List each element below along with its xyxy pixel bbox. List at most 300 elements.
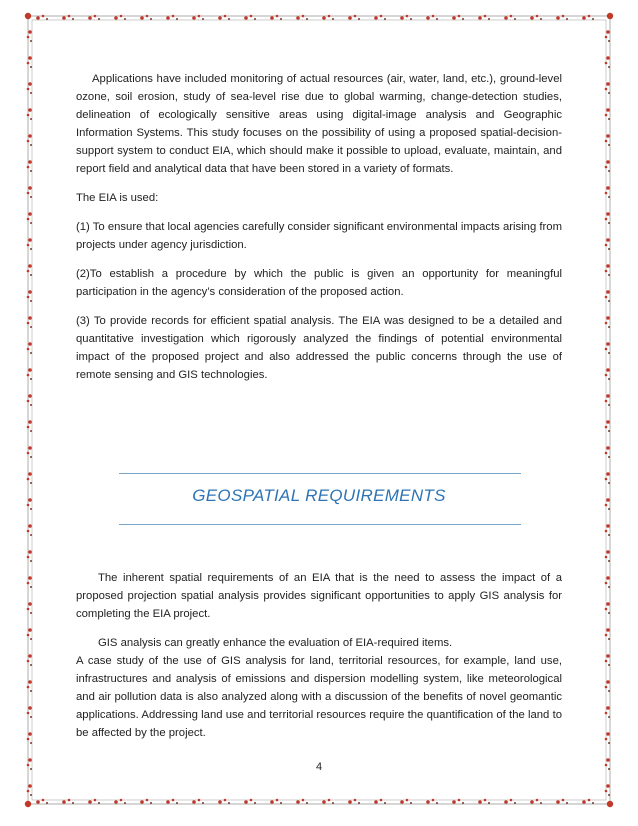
border-ornament-dot [354,799,357,802]
border-ornament-dot [218,16,222,20]
border-ornament-dot [606,706,610,710]
border-ornament-dot [606,264,610,268]
border-ornament-dot [28,134,32,138]
border-corner-ornament [607,801,613,807]
border-ornament-dot [27,140,30,143]
border-ornament-dot [306,802,308,804]
border-ornament-dot [328,15,331,18]
point-1: (1) To ensure that local agencies carefully consider significant environmental impacts arising from projects under agency jurisdiction. [76,221,562,251]
border-ornament-dot [606,108,610,112]
border-ornament-dot [608,482,610,484]
gis-line: GIS analysis can greatly enhance the evaluation of EIA-required items. [98,637,453,649]
border-ornament-dot [250,799,253,802]
border-ornament-dot [30,612,32,614]
border-ornament-dot [30,794,32,796]
border-ornament-dot [27,790,30,793]
border-ornament-dot [608,534,610,536]
border-ornament-dot [27,36,30,39]
border-corner-ornament [607,13,613,19]
border-ornament-dot [608,508,610,510]
border-ornament-dot [198,799,201,802]
heading-rule-top [119,473,521,474]
border-ornament-dot [120,15,123,18]
border-ornament-dot [28,342,32,346]
border-ornament-dot [28,394,32,398]
border-ornament-dot [27,608,30,611]
border-ornament-dot [30,66,32,68]
border-ornament-dot [224,799,227,802]
border-ornament-dot [30,326,32,328]
border-ornament-dot [30,508,32,510]
border-ornament-dot [514,802,516,804]
border-ornament-dot [608,118,610,120]
border-ornament-dot [504,800,508,804]
border-ornament-dot [608,664,610,666]
border-ornament-dot [605,296,608,299]
border-ornament-dot [332,802,334,804]
page-number: 4 [315,761,323,773]
border-ornament-dot [452,800,456,804]
border-ornament-dot [608,352,610,354]
border-ornament-dot [605,400,608,403]
border-ornament-dot [608,326,610,328]
border-ornament-dot [608,638,610,640]
border-ornament-dot [270,16,274,20]
border-ornament-dot [30,274,32,276]
border-ornament-dot [27,452,30,455]
border-ornament-dot [606,56,610,60]
border-ornament-dot [608,196,610,198]
border-ornament-dot [322,16,326,20]
border-ornament-dot [484,799,487,802]
border-ornament-dot [68,799,71,802]
border-ornament-dot [30,560,32,562]
border-ornament-dot [30,248,32,250]
border-ornament-dot [380,799,383,802]
border-ornament-dot [30,222,32,224]
border-ornament-dot [88,800,92,804]
border-ornament-dot [462,802,464,804]
border-ornament-dot [280,18,282,20]
border-ornament-dot [322,800,326,804]
border-ornament-dot [608,716,610,718]
border-ornament-dot [608,300,610,302]
border-ornament-dot [374,800,378,804]
border-ornament-dot [348,16,352,20]
border-ornament-dot [606,186,610,190]
border-ornament-dot [510,15,513,18]
border-ornament-dot [30,300,32,302]
border-ornament-dot [540,18,542,20]
border-ornament-dot [27,62,30,65]
border-ornament-dot [27,712,30,715]
border-ornament-dot [140,16,144,20]
border-ornament-dot [30,456,32,458]
body-text-top [76,70,562,384]
border-ornament-dot [605,582,608,585]
border-ornament-dot [608,144,610,146]
border-ornament-dot [27,322,30,325]
border-ornament-dot [566,18,568,20]
border-ornament-dot [46,802,48,804]
border-ornament-dot [606,368,610,372]
border-ornament-dot [98,18,100,20]
border-ornament-dot [27,738,30,741]
border-ornament-dot [28,368,32,372]
border-ornament-dot [30,92,32,94]
border-ornament-dot [28,186,32,190]
border-ornament-dot [27,192,30,195]
border-ornament-dot [30,586,32,588]
border-ornament-dot [28,706,32,710]
border-ornament-dot [28,576,32,580]
border-ornament-dot [605,166,608,169]
border-ornament-dot [606,602,610,606]
border-ornament-dot [588,799,591,802]
border-ornament-dot [608,378,610,380]
border-ornament-dot [27,530,30,533]
point-3: (3) To provide records for efficient spatial analysis. The EIA was designed to be a detailed and quantitative investigation which rigorously analyzed the findings of potential environmental impact of the proposed project and also addressed the public concerns through the use of remote sensing and GIS technologies. [76,315,562,381]
border-ornament-dot [608,92,610,94]
border-ornament-dot [28,472,32,476]
border-ornament-dot [605,504,608,507]
border-ornament-dot [556,800,560,804]
border-ornament-dot [28,212,32,216]
border-ornament-dot [176,18,178,20]
border-ornament-dot [606,160,610,164]
border-ornament-dot [94,799,97,802]
border-ornament-dot [605,322,608,325]
border-ornament-dot [280,802,282,804]
border-ornament-dot [608,274,610,276]
border-corner-ornament [25,13,31,19]
border-ornament-dot [400,800,404,804]
border-ornament-dot [30,430,32,432]
border-ornament-dot [504,16,508,20]
border-ornament-dot [27,504,30,507]
border-ornament-dot [28,602,32,606]
border-ornament-dot [410,802,412,804]
border-ornament-dot [224,15,227,18]
border-ornament-dot [36,16,40,20]
border-ornament-dot [30,664,32,666]
border-ornament-dot [30,534,32,536]
border-ornament-dot [88,16,92,20]
border-ornament-dot [250,15,253,18]
border-ornament-dot [592,802,594,804]
border-ornament-dot [218,800,222,804]
border-ornament-dot [606,524,610,528]
border-ornament-dot [400,16,404,20]
border-ornament-dot [605,452,608,455]
border-ornament-dot [605,686,608,689]
border-ornament-dot [605,660,608,663]
border-ornament-dot [605,36,608,39]
border-ornament-dot [478,800,482,804]
border-ornament-dot [166,800,170,804]
border-ornament-dot [606,316,610,320]
border-ornament-dot [478,16,482,20]
border-ornament-dot [30,690,32,692]
border-ornament-dot [605,218,608,221]
border-ornament-dot [28,446,32,450]
border-ornament-dot [28,30,32,34]
border-ornament-dot [606,628,610,632]
border-ornament-dot [28,290,32,294]
border-ornament-dot [192,800,196,804]
border-ornament-dot [124,802,126,804]
border-ornament-dot [566,802,568,804]
border-ornament-dot [606,446,610,450]
heading-rule-bottom [119,524,521,525]
border-ornament-dot [46,18,48,20]
border-ornament-dot [358,18,360,20]
border-ornament-dot [432,15,435,18]
border-ornament-dot [30,144,32,146]
border-ornament-dot [605,478,608,481]
border-ornament-dot [28,420,32,424]
border-ornament-dot [27,400,30,403]
border-ornament-dot [27,426,30,429]
border-ornament-dot [302,799,305,802]
case-study-paragraph: A case study of the use of GIS analysis for land, territorial resources, for example, land use, infrastructures and analysis of emissions and dispersion modelling system, like meteorological and air pollution data is also analyzed along with a discussion of the benefits of novel geomantic applications. Addressing land use and territorial resources require the quantification of the land to be affected by the project. [76,655,562,739]
border-ornament-dot [608,612,610,614]
border-ornament-dot [36,800,40,804]
border-ornament-dot [28,732,32,736]
border-ornament-dot [608,586,610,588]
border-ornament-dot [458,15,461,18]
border-ornament-dot [592,18,594,20]
border-ornament-dot [536,15,539,18]
border-ornament-dot [452,16,456,20]
border-ornament-dot [27,244,30,247]
border-ornament-dot [605,140,608,143]
border-ornament-dot [28,160,32,164]
border-ornament-dot [30,40,32,42]
border-ornament-dot [30,404,32,406]
border-ornament-dot [436,802,438,804]
border-ornament-dot [27,218,30,221]
border-ornament-dot [605,556,608,559]
border-ornament-dot [172,799,175,802]
border-ornament-dot [608,404,610,406]
border-ornament-dot [27,166,30,169]
border-ornament-dot [374,16,378,20]
border-ornament-dot [562,799,565,802]
border-ornament-dot [140,800,144,804]
border-ornament-dot [28,628,32,632]
border-ornament-dot [254,802,256,804]
border-ornament-dot [606,134,610,138]
border-ornament-dot [28,56,32,60]
border-ornament-dot [606,550,610,554]
border-ornament-dot [30,482,32,484]
border-ornament-dot [588,15,591,18]
border-ornament-dot [302,15,305,18]
border-ornament-dot [608,170,610,172]
border-ornament-dot [120,799,123,802]
border-ornament-dot [514,18,516,20]
border-ornament-dot [228,802,230,804]
border-ornament-dot [68,15,71,18]
border-ornament-dot [30,196,32,198]
border-ornament-dot [605,244,608,247]
border-ornament-dot [606,82,610,86]
border-ornament-dot [276,799,279,802]
border-ornament-dot [530,16,534,20]
border-ornament-dot [28,238,32,242]
border-ornament-dot [244,800,248,804]
border-ornament-dot [562,15,565,18]
border-ornament-dot [608,456,610,458]
border-ornament-dot [192,16,196,20]
border-ornament-dot [124,18,126,20]
border-ornament-dot [166,16,170,20]
border-ornament-dot [605,426,608,429]
border-ornament-dot [172,15,175,18]
border-ornament-dot [150,18,152,20]
border-ornament-dot [30,716,32,718]
border-ornament-dot [42,799,45,802]
border-ornament-dot [27,634,30,637]
border-ornament-dot [582,800,586,804]
intro-paragraph: Applications have included monitoring of actual resources (air, water, land, etc.), ground-level ozone, soil erosion, study of sea-level rise due to global warming, change-detection studies, delineation of ecologically sensitive areas using digital-image analysis and Geographic Information Systems. This study focuses on the possibility of using a proposed spatial-decision-support system to conduct EIA, which should make it possible to upload, evaluate, maintain, and report field and analytical data that have been stored in a variety of formats. [76,73,562,175]
body-text-bottom [76,569,562,742]
border-ornament-dot [27,114,30,117]
border-ornament-dot [458,799,461,802]
border-ornament-dot [606,472,610,476]
border-ornament-dot [28,784,32,788]
border-ornament-dot [484,15,487,18]
border-ornament-dot [98,802,100,804]
border-ornament-dot [410,18,412,20]
border-ornament-dot [202,802,204,804]
border-ornament-dot [198,15,201,18]
border-ornament-dot [114,800,118,804]
border-ornament-dot [606,30,610,34]
border-ornament-dot [354,15,357,18]
border-ornament-dot [42,15,45,18]
border-ornament-dot [530,800,534,804]
border-ornament-dot [72,18,74,20]
border-ornament-dot [606,732,610,736]
border-ornament-dot [606,498,610,502]
border-ornament-dot [605,530,608,533]
border-ornament-dot [27,296,30,299]
requirements-paragraph: The inherent spatial requirements of an EIA that is the need to assess the impact of a proposed projection spatial analysis provides significant opportunities to apply GIS analysis for completing the EIA project. [76,572,562,620]
border-ornament-dot [606,784,610,788]
border-ornament-dot [328,799,331,802]
border-ornament-dot [605,738,608,741]
border-ornament-dot [605,790,608,793]
border-ornament-dot [488,802,490,804]
border-ornament-dot [488,18,490,20]
border-ornament-dot [426,16,430,20]
border-ornament-dot [432,799,435,802]
border-ornament-dot [426,800,430,804]
border-ornament-dot [605,270,608,273]
border-ornament-dot [582,16,586,20]
border-ornament-dot [30,170,32,172]
border-ornament-dot [27,88,30,91]
border-ornament-dot [202,18,204,20]
border-ornament-dot [27,556,30,559]
border-ornament-dot [606,654,610,658]
border-ornament-dot [27,374,30,377]
border-ornament-dot [27,582,30,585]
border-ornament-dot [72,802,74,804]
border-ornament-dot [332,18,334,20]
border-ornament-dot [384,802,386,804]
point-2: (2)To establish a procedure by which the public is given an opportunity for meaningful participation in the agency’s consideration of the proposed action. [76,268,562,298]
border-ornament-dot [30,742,32,744]
border-ornament-dot [536,799,539,802]
border-ornament-dot [27,660,30,663]
border-ornament-dot [556,16,560,20]
border-ornament-dot [608,690,610,692]
border-ornament-dot [606,212,610,216]
border-ornament-dot [605,348,608,351]
border-ornament-dot [62,800,66,804]
border-ornament-dot [608,222,610,224]
border-ornament-dot [27,348,30,351]
border-corner-ornament [25,801,31,807]
border-ornament-dot [605,88,608,91]
border-ornament-dot [606,394,610,398]
border-ornament-dot [176,802,178,804]
border-ornament-dot [606,420,610,424]
border-ornament-dot [436,18,438,20]
section-heading: GEOSPATIAL REQUIREMENTS [192,486,446,505]
border-ornament-dot [28,524,32,528]
border-ornament-dot [608,742,610,744]
border-ornament-dot [606,576,610,580]
border-ornament-dot [380,15,383,18]
border-ornament-dot [296,16,300,20]
border-ornament-dot [254,18,256,20]
border-ornament-dot [605,374,608,377]
border-ornament-dot [608,248,610,250]
border-ornament-dot [608,430,610,432]
border-ornament-dot [276,15,279,18]
border-ornament-dot [146,799,149,802]
border-ornament-dot [606,290,610,294]
border-ornament-dot [28,264,32,268]
border-ornament-dot [510,799,513,802]
border-ornament-dot [606,342,610,346]
border-ornament-dot [606,680,610,684]
border-ornament-dot [28,82,32,86]
border-ornament-dot [28,654,32,658]
eia-used-label: The EIA is used: [76,192,159,204]
border-ornament-dot [605,62,608,65]
border-ornament-dot [114,16,118,20]
border-ornament-dot [62,16,66,20]
border-ornament-dot [30,378,32,380]
border-ornament-dot [606,238,610,242]
border-ornament-dot [30,638,32,640]
border-ornament-dot [406,15,409,18]
border-ornament-dot [384,18,386,20]
border-ornament-dot [306,18,308,20]
border-ornament-dot [406,799,409,802]
border-ornament-dot [30,118,32,120]
border-ornament-dot [146,15,149,18]
border-ornament-dot [28,680,32,684]
border-ornament-dot [28,108,32,112]
border-ornament-dot [608,40,610,42]
border-ornament-dot [270,800,274,804]
